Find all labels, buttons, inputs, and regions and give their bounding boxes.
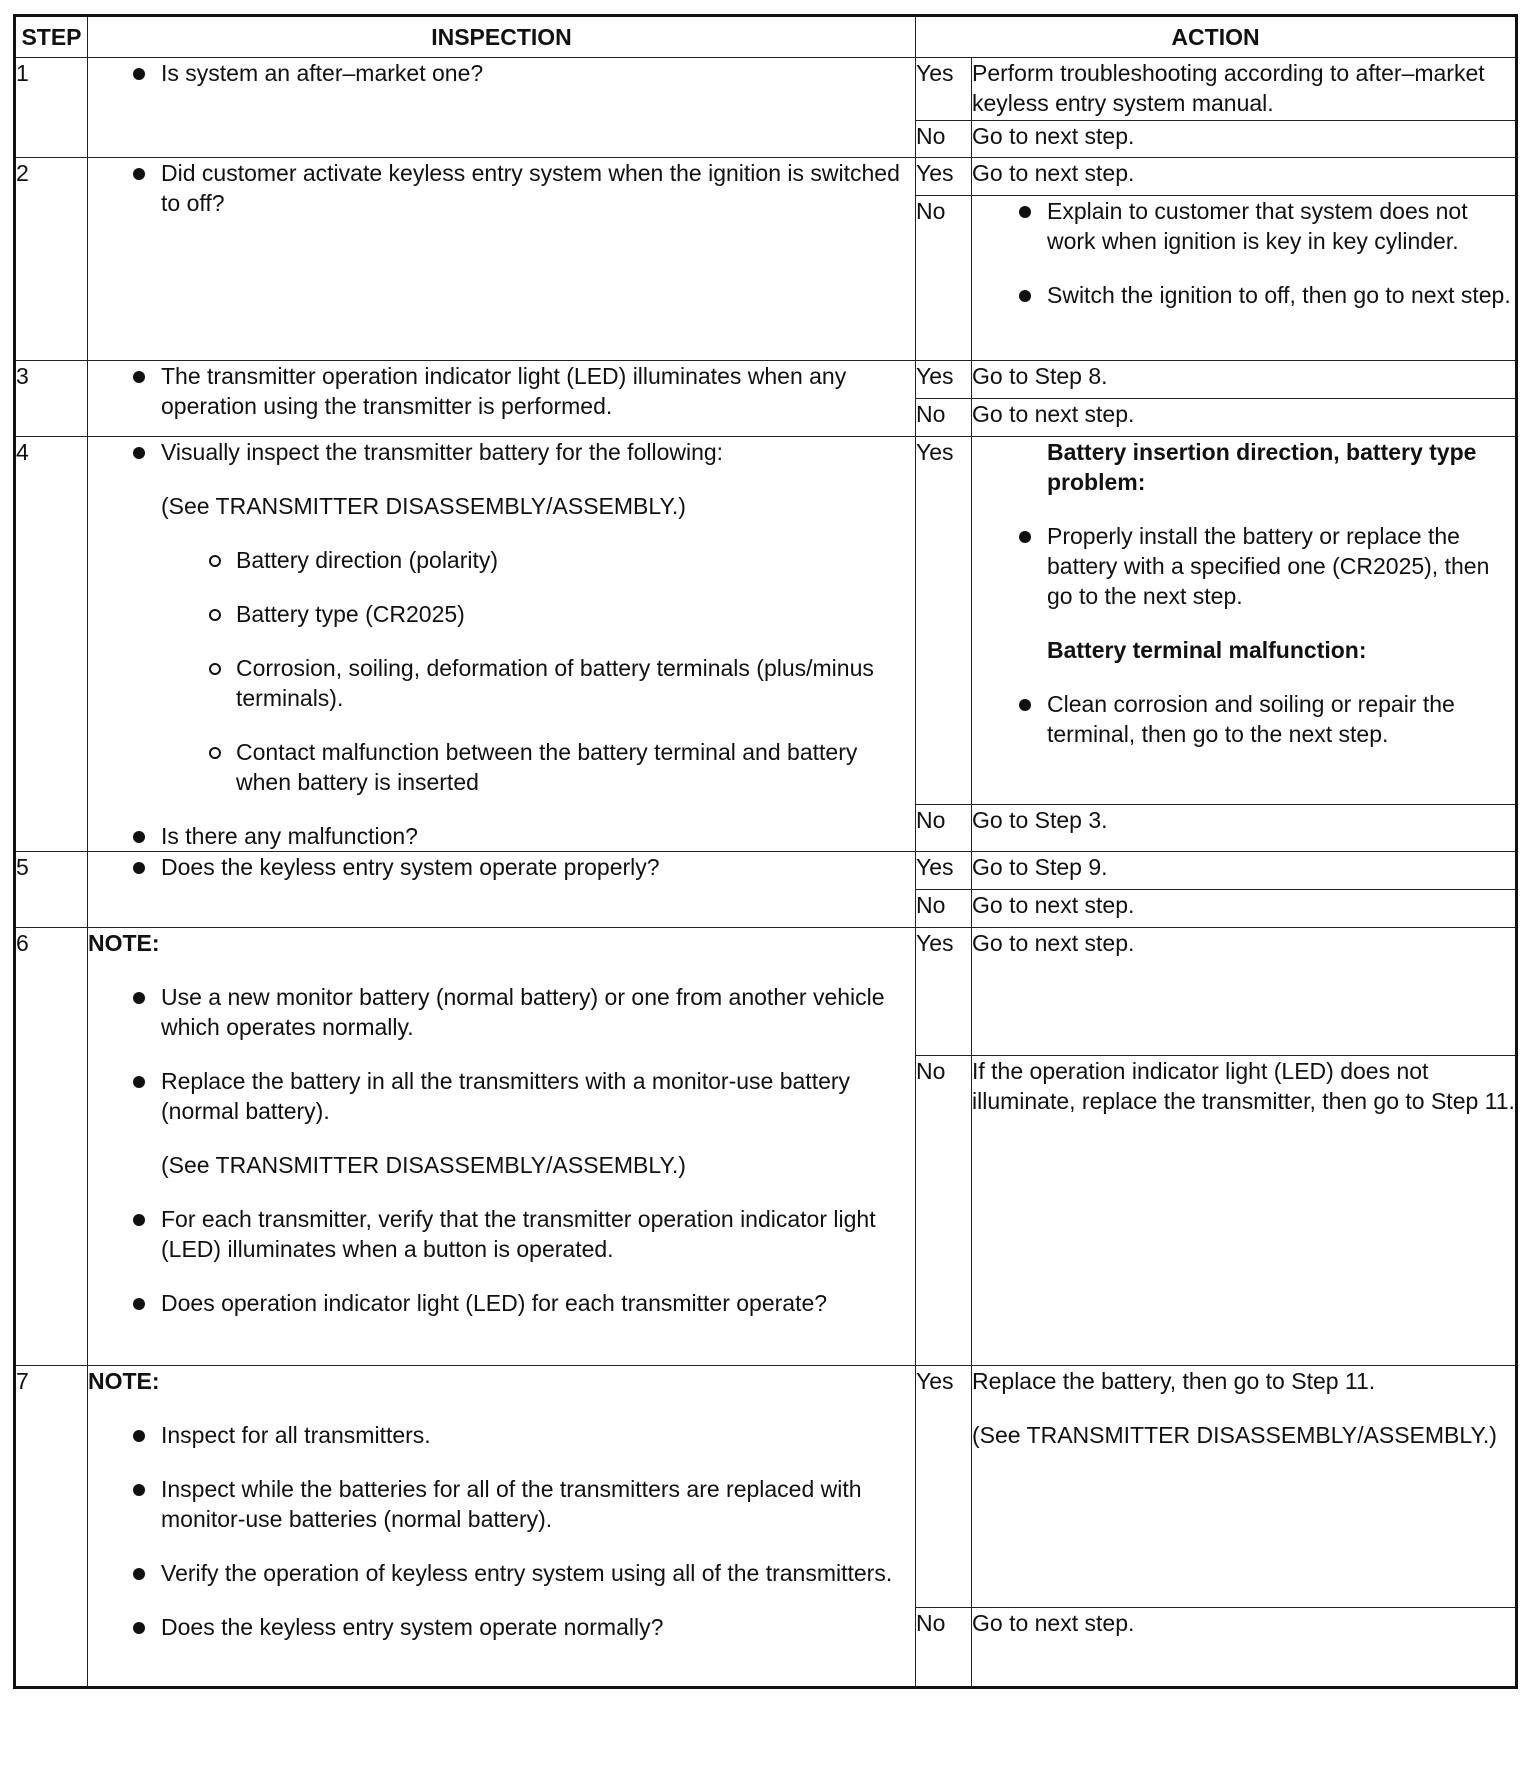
action-bullet: Switch the ignition to off, then go to next step.: [972, 280, 1515, 310]
step-number: 1: [15, 58, 88, 158]
no-label: No: [916, 1056, 972, 1366]
inspection-bullet: Does the keyless entry system operate normally?: [88, 1612, 915, 1642]
yes-action: Go to next step.: [972, 928, 1517, 1056]
inspection-cell: [88, 437, 916, 852]
troubleshooting-table: [13, 14, 1518, 1689]
action-bullet: Explain to customer that system does not work when ignition is key in key cylinder.: [972, 196, 1515, 256]
inspection-sub-item: Contact malfunction between the battery terminal and battery when battery is inserted: [88, 737, 915, 797]
inspection-bullet: Is there any malfunction?: [88, 821, 915, 851]
step-row-2: [15, 158, 1517, 196]
action-heading: Battery insertion direction, battery type problem:: [1047, 439, 1477, 495]
no-action: Go to next step.: [972, 399, 1517, 437]
inspection-cell: [88, 928, 916, 1366]
yes-action: [972, 1366, 1517, 1608]
inspection-bullet: The transmitter operation indicator light (LED) illuminates when any operation using the transmitter is performed.: [88, 361, 915, 421]
inspection-cell: [88, 361, 916, 437]
inspection-reference: (See TRANSMITTER DISASSEMBLY/ASSEMBLY.): [161, 1152, 686, 1178]
yes-action: [972, 437, 1517, 805]
inspection-bullet: Does the keyless entry system operate properly?: [88, 852, 915, 882]
step-number: 3: [15, 361, 88, 437]
inspection-bullet: Inspect for all transmitters.: [88, 1420, 915, 1450]
yes-label: Yes: [916, 928, 972, 1056]
step-row-7: [15, 1366, 1517, 1608]
yes-label: Yes: [916, 1366, 972, 1608]
action-text: Replace the battery, then go to Step 11.: [972, 1368, 1376, 1394]
inspection-cell: [88, 58, 916, 158]
no-action: Go to Step 3.: [972, 805, 1517, 852]
no-label: No: [916, 805, 972, 852]
step-number: 2: [15, 158, 88, 361]
note-label: NOTE:: [88, 1368, 160, 1394]
yes-action: Go to next step.: [972, 158, 1517, 196]
yes-label: Yes: [916, 852, 972, 890]
no-label: No: [916, 196, 972, 361]
no-action: Go to next step.: [972, 121, 1517, 158]
no-action: If the operation indicator light (LED) does not illuminate, replace the transmitter, then go to Step 11.: [972, 1056, 1517, 1366]
yes-action: Go to Step 8.: [972, 361, 1517, 399]
no-label: No: [916, 890, 972, 928]
step-row-6: [15, 928, 1517, 1056]
inspection-bullet: Use a new monitor battery (normal battery) or one from another vehicle which operates normally.: [88, 982, 915, 1042]
inspection-sub-item: Corrosion, soiling, deformation of battery terminals (plus/minus terminals).: [88, 653, 915, 713]
no-label: No: [916, 1608, 972, 1688]
step-number: 4: [15, 437, 88, 852]
action-reference: (See TRANSMITTER DISASSEMBLY/ASSEMBLY.): [972, 1422, 1497, 1448]
step-row-5: [15, 852, 1517, 890]
header-step: STEP: [15, 16, 88, 58]
no-action: Go to next step.: [972, 1608, 1517, 1688]
inspection-bullet: For each transmitter, verify that the transmitter operation indicator light (LED) illuminates when a button is operated.: [88, 1204, 915, 1264]
inspection-sub-item: Battery direction (polarity): [88, 545, 915, 575]
inspection-cell: [88, 852, 916, 928]
action-bullet: Properly install the battery or replace the battery with a specified one (CR2025), then go to the next step.: [972, 521, 1515, 611]
no-label: No: [916, 399, 972, 437]
inspection-bullet: Replace the battery in all the transmitters with a monitor-use battery (normal battery).: [88, 1066, 915, 1126]
yes-label: Yes: [916, 158, 972, 196]
inspection-reference: (See TRANSMITTER DISASSEMBLY/ASSEMBLY.): [161, 493, 686, 519]
header-inspection: INSPECTION: [88, 16, 916, 58]
inspection-bullet: Inspect while the batteries for all of the transmitters are replaced with monitor-use batteries (normal battery).: [88, 1474, 915, 1534]
step-number: 7: [15, 1366, 88, 1688]
step-number: 5: [15, 852, 88, 928]
header-action: ACTION: [916, 16, 1517, 58]
no-action: Go to next step.: [972, 890, 1517, 928]
inspection-bullet: Visually inspect the transmitter battery for the following:: [88, 437, 915, 467]
yes-label: Yes: [916, 361, 972, 399]
action-bullet: Clean corrosion and soiling or repair the terminal, then go to the next step.: [972, 689, 1515, 749]
inspection-bullet: Is system an after–market one?: [88, 58, 915, 88]
inspection-bullet: Does operation indicator light (LED) for each transmitter operate?: [88, 1288, 915, 1318]
no-label: No: [916, 121, 972, 158]
no-action: [972, 196, 1517, 361]
yes-label: Yes: [916, 58, 972, 121]
inspection-sub-item: Battery type (CR2025): [88, 599, 915, 629]
inspection-cell: [88, 1366, 916, 1688]
step-row-3: [15, 361, 1517, 399]
step-number: 6: [15, 928, 88, 1366]
inspection-cell: [88, 158, 916, 361]
yes-action: Go to Step 9.: [972, 852, 1517, 890]
step-row-4: [15, 437, 1517, 805]
inspection-bullet: Did customer activate keyless entry system when the ignition is switched to off?: [88, 158, 915, 218]
step-row-1: [15, 58, 1517, 121]
inspection-bullet: Verify the operation of keyless entry system using all of the transmitters.: [88, 1558, 915, 1588]
note-label: NOTE:: [88, 930, 160, 956]
yes-label: Yes: [916, 437, 972, 805]
header-row: [15, 16, 1517, 58]
action-heading: Battery terminal malfunction:: [1047, 637, 1367, 663]
yes-action: Perform troubleshooting according to after–market keyless entry system manual.: [972, 58, 1517, 121]
